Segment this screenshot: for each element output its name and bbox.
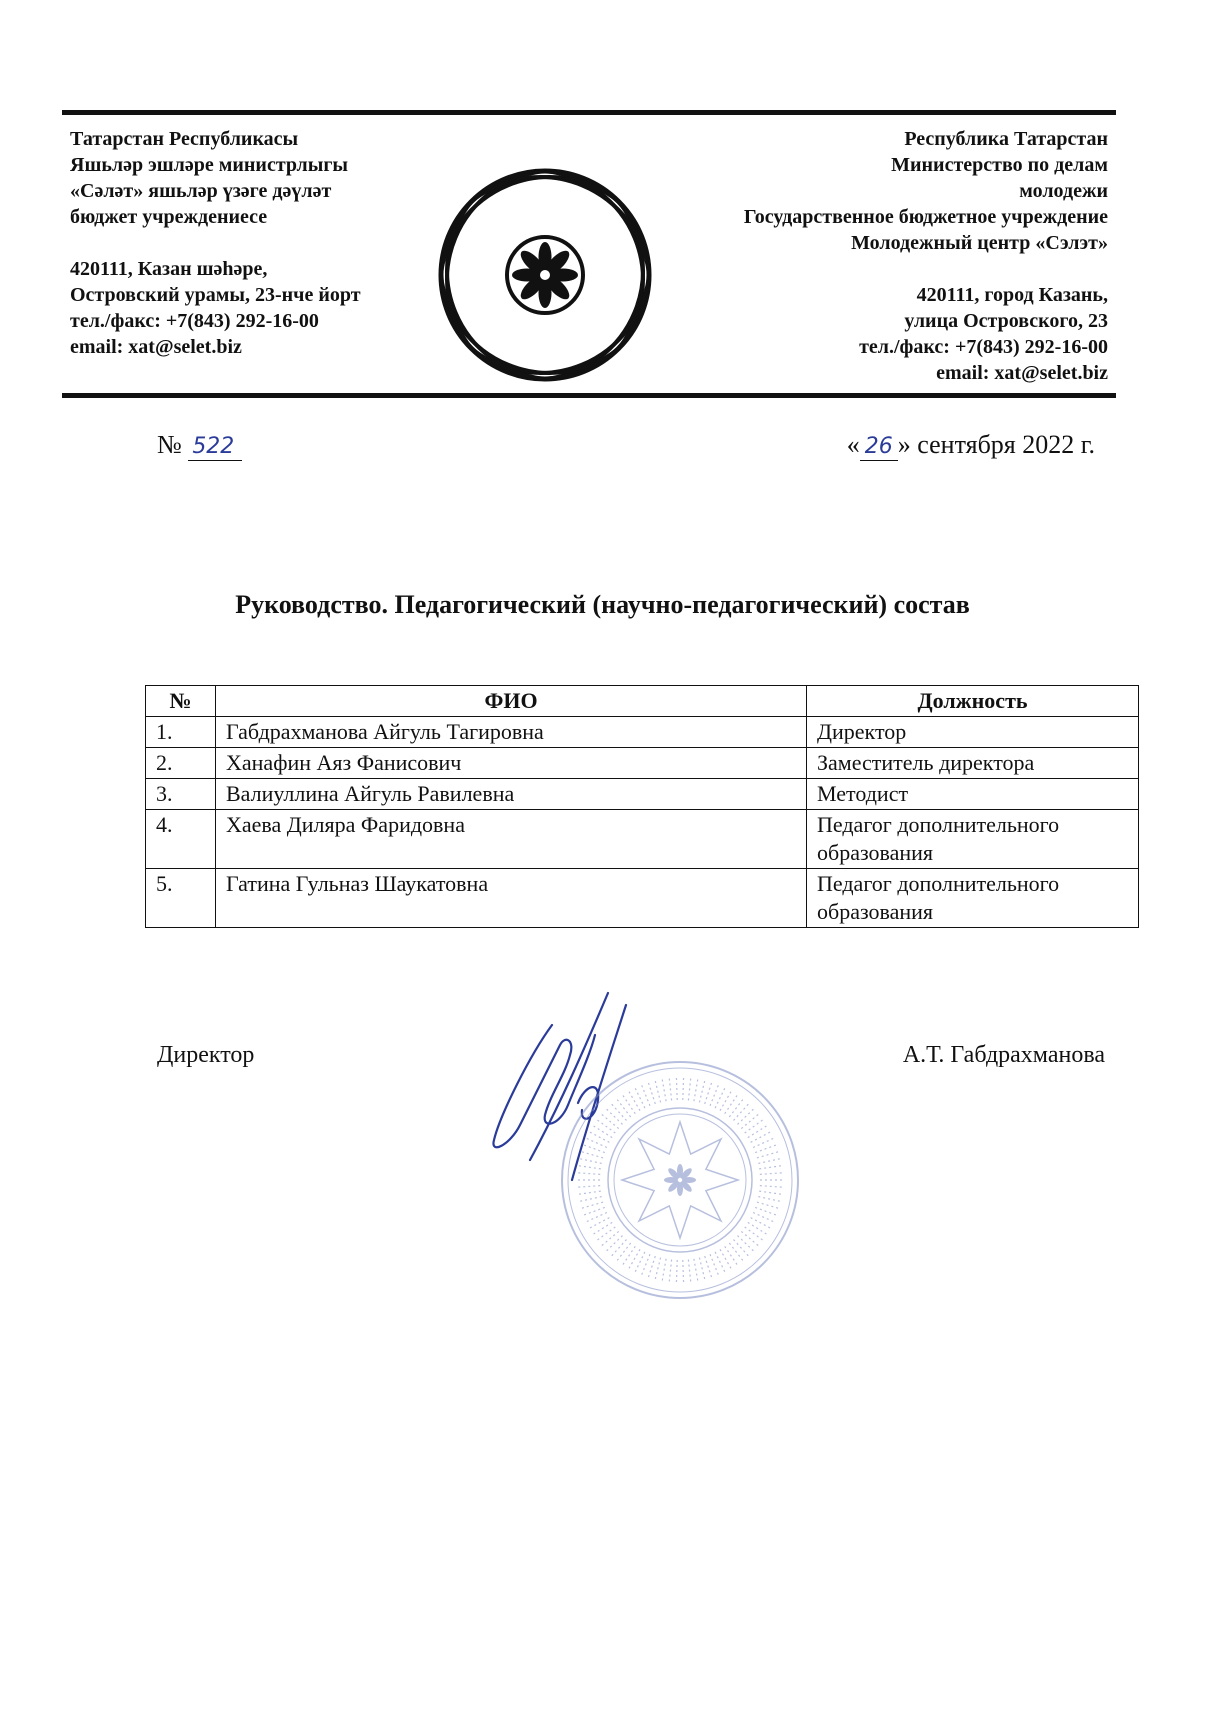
table-row xyxy=(146,779,1139,810)
signatory-role: Директор xyxy=(157,1042,255,1068)
number-sign: № xyxy=(157,430,182,459)
address-line: 420111, город Казань, xyxy=(916,284,1108,306)
phone-line: тел./факс: +7(843) 292-16-00 xyxy=(859,336,1108,358)
row-position: Заместитель директора xyxy=(807,748,1139,779)
letterhead-top-rule xyxy=(62,110,1116,115)
row-fio: Хаева Диляра Фаридовна xyxy=(216,810,807,869)
row-fio: Валиуллина Айгуль Равилевна xyxy=(216,779,807,810)
org-line: «Сәләт» яшьләр үзәге дәүләт xyxy=(70,180,332,202)
signatory-name: А.Т. Габдрахманова xyxy=(902,1042,1105,1068)
org-line: молодежи xyxy=(1019,180,1108,202)
row-fio: Ханафин Аяз Фанисович xyxy=(216,748,807,779)
email-line: email: xat@selet.biz xyxy=(936,362,1108,384)
row-number: 2. xyxy=(146,748,216,779)
org-line: бюджет учреждениесе xyxy=(70,206,268,228)
document-title: Руководство. Педагогический (научно-педагогический) состав xyxy=(235,590,970,619)
registration-number xyxy=(157,430,242,461)
email-line: email: xat@selet.biz xyxy=(70,336,242,358)
row-position: Педагог дополнительного образования xyxy=(807,810,1139,869)
row-position: Методист xyxy=(807,779,1139,810)
org-line: Государственное бюджетное учреждение xyxy=(743,206,1108,228)
row-number: 5. xyxy=(146,869,216,928)
staff-table xyxy=(145,685,1139,928)
table-header-row xyxy=(146,686,1139,717)
date-open-quote: « xyxy=(846,430,860,459)
row-fio: Габдрахманова Айгуль Тагировна xyxy=(216,717,807,748)
table-row xyxy=(146,717,1139,748)
row-fio: Гатина Гульназ Шаукатовна xyxy=(216,869,807,928)
date-month-year: » сентября 2022 г. xyxy=(897,430,1095,459)
org-line: Министерство по делам xyxy=(891,154,1108,176)
official-round-stamp xyxy=(555,1055,805,1305)
column-header-position: Должность xyxy=(807,686,1139,717)
address-line: улица Островского, 23 xyxy=(904,310,1108,332)
org-line: Татарстан Республикасы xyxy=(70,128,299,150)
table-row xyxy=(146,810,1139,869)
column-header-fio: ФИО xyxy=(216,686,807,717)
row-number: 3. xyxy=(146,779,216,810)
phone-line: тел./факс: +7(843) 292-16-00 xyxy=(70,310,319,332)
address-line: Островский урамы, 23-нче йорт xyxy=(70,284,361,306)
row-number: 1. xyxy=(146,717,216,748)
letterhead-left-tatar xyxy=(70,126,450,360)
row-number: 4. xyxy=(146,810,216,869)
letterhead-right-russian xyxy=(668,126,1108,386)
org-line: Республика Татарстан xyxy=(904,128,1108,150)
address-line: 420111, Казан шәһәре, xyxy=(70,258,268,280)
column-header-number: № xyxy=(146,686,216,717)
handwritten-day: 26 xyxy=(860,434,898,461)
selet-star-logo xyxy=(435,165,655,385)
letterhead-bottom-rule xyxy=(62,393,1116,398)
handwritten-number: 522 xyxy=(188,434,242,461)
registration-date xyxy=(847,430,1095,461)
org-line: Молодежный центр «Сэлэт» xyxy=(851,232,1108,254)
table-row xyxy=(146,748,1139,779)
row-position: Директор xyxy=(807,717,1139,748)
table-row xyxy=(146,869,1139,928)
row-position: Педагог дополнительного образования xyxy=(807,869,1139,928)
org-line: Яшьләр эшләре министрлыгы xyxy=(70,154,349,176)
